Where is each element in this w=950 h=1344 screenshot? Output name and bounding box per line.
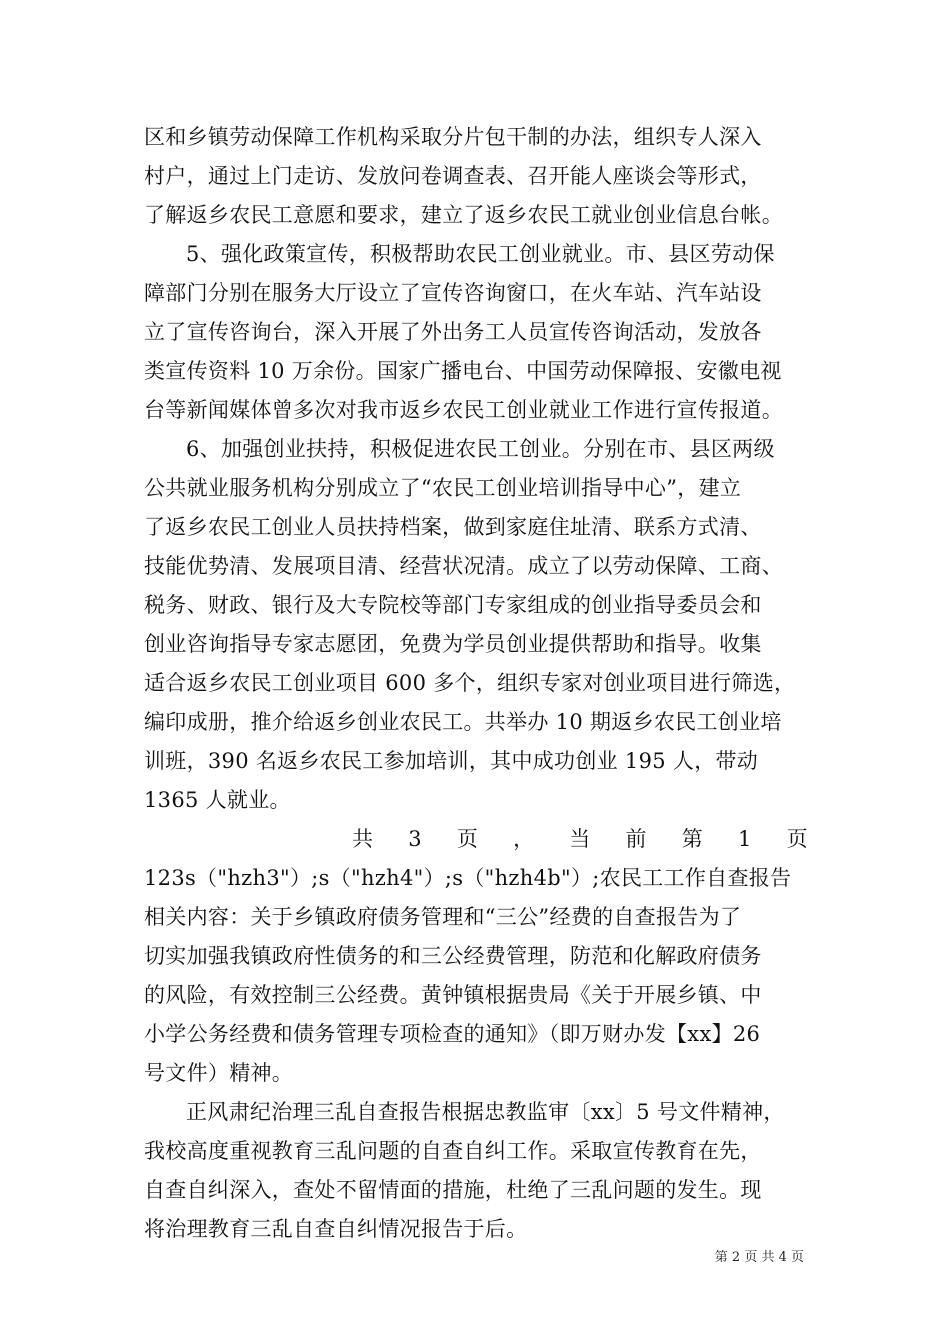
page-counter-token: 当 xyxy=(569,827,591,851)
page-counter-token: 1 xyxy=(738,827,752,851)
text-line: 村户，通过上门走访、发放问卷调查表、召开能人座谈会等形式， xyxy=(144,164,762,188)
text-line: 税务、财政、银行及大专院校等部门专家组成的创业指导委员会和 xyxy=(144,593,762,617)
page-counter-token: 页 xyxy=(786,827,808,851)
text-line: 类宣传资料 10 万余份。国家广播电台、中国劳动保障报、安徽电视 xyxy=(144,359,782,383)
text-line: 小学公务经费和债务管理专项检查的通知》（即万财办发【xx】26 xyxy=(144,1022,761,1046)
text-line: 适合返乡农民工创业项目 600 多个，组织专家对创业项目进行筛选， xyxy=(144,671,796,695)
document-body xyxy=(144,118,808,1249)
text-line: 公共就业服务机构分别成立了“农民工创业培训指导中心”，建立 xyxy=(144,476,742,500)
text-line: 障部门分别在服务大厅设立了宣传咨询窗口，在火车站、汽车站设 xyxy=(144,281,762,305)
text-line: 号文件）精神。 xyxy=(144,1061,294,1085)
page-footer: 第 2 页 共 4 页 xyxy=(714,1250,804,1265)
paragraph-start-line: 正风肃纪治理三乱自查报告根据忠教监审〔xx〕5 号文件精神， xyxy=(186,1100,785,1124)
text-line: 立了宣传咨询台，深入开展了外出务工人员宣传咨询活动，发放各 xyxy=(144,320,762,344)
page-counter-token: 3 xyxy=(408,827,422,851)
text-line: 编印成册，推介给返乡创业农民工。共举办 10 期返乡农民工创业培 xyxy=(144,710,782,734)
text-line: 切实加强我镇政府性债务的和三公经费管理，防范和化解政府债务 xyxy=(144,944,762,968)
text-line: 自查自纠深入，查处不留情面的措施，杜绝了三乱问题的发生。现 xyxy=(144,1178,762,1202)
page-counter-token: 页 xyxy=(456,827,479,851)
text-line: 创业咨询指导专家志愿团，免费为学员创业提供帮助和指导。收集 xyxy=(144,632,762,656)
page-counter-token: 前 xyxy=(625,827,647,851)
text-line: 123s（"hzh3"）;s（"hzh4"）;s（"hzh4b"）;农民工工作自查报告 xyxy=(144,866,792,890)
text-line: 将治理教育三乱自查自纠情况报告于后。 xyxy=(144,1217,528,1241)
text-line: 了解返乡农民工意愿和要求，建立了返乡农民工就业创业信息台帐。 xyxy=(144,203,783,227)
page-counter-token: 第 xyxy=(681,827,704,851)
page-counter xyxy=(144,820,808,859)
text-line: 台等新闻媒体曾多次对我市返乡农民工创业就业工作进行宣传报道。 xyxy=(144,398,783,422)
text-line: 区和乡镇劳动保障工作机构采取分片包干制的办法，组织专人深入 xyxy=(144,125,762,149)
page-counter-token: 共 xyxy=(352,827,374,851)
text-line: 技能优势清、发展项目清、经营状况清。成立了以劳动保障、工商、 xyxy=(144,554,783,578)
text-line: 我校高度重视教育三乱问题的自查自纠工作。采取宣传教育在先， xyxy=(144,1139,762,1163)
text-line: 相关内容：关于乡镇政府债务管理和“三公”经费的自查报告为了 xyxy=(144,905,742,929)
text-line: 了返乡农民工创业人员扶持档案，做到家庭住址清、联系方式清、 xyxy=(144,515,762,539)
page-counter-token: ， xyxy=(513,827,535,851)
text-line: 训班，390 名返乡农民工参加培训，其中成功创业 195 人，带动 xyxy=(144,749,759,773)
text-line: 1365 人就业。 xyxy=(144,788,291,812)
paragraph-start-line: 5、强化政策宣传，积极帮助农民工创业就业。市、县区劳动保 xyxy=(186,242,775,266)
text-line: 的风险，有效控制三公经费。黄钟镇根据贵局《关于开展乡镇、中 xyxy=(144,983,762,1007)
paragraph-start-line: 6、加强创业扶持，积极促进农民工创业。分别在市、县区两级 xyxy=(186,437,775,461)
